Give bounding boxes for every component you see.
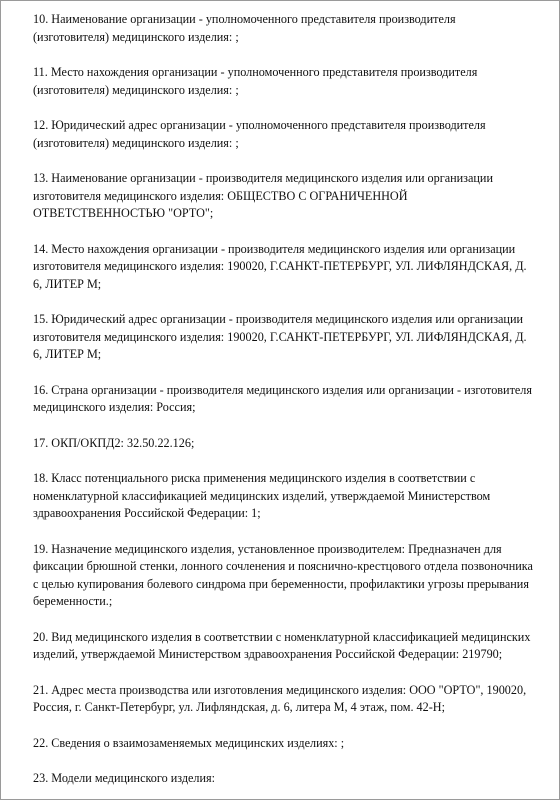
field-14-manufacturer-location: 14. Место нахождения организации - производителя медицинского изделия или организации изготовителя медицинского изделия: 190020, Г.САНКТ-ПЕТЕРБУРГ, УЛ. ЛИФЛЯНДСКАЯ, Д. 6, ЛИТЕР М; — [33, 241, 527, 291]
field-21-production-address: 21. Адрес места производства или изготовления медицинского изделия: ООО "ОРТО", 190020, Россия, г. Санкт-Петербург, ул. Лифляндская, д. 6, литера М, 4 этаж, пом. 42-Н; — [33, 682, 527, 714]
field-22-interchangeable-devices: 22. Сведения о взаимозаменяемых медицинских изделиях: ; — [33, 735, 345, 750]
field-10-representative-name: 10. Наименование организации - уполномоченного представителя производителя (изготовителя) медицинского изделия: ; — [33, 12, 456, 44]
field-16-manufacturer-country: 16. Страна организации - производителя медицинского изделия или организации - изготовителя медицинского изделия: Россия; — [33, 382, 532, 414]
field-17-okp-code: 17. ОКП/ОКПД2: 32.50.22.126; — [33, 435, 195, 450]
field-23-device-models: 23. Модели медицинского изделия: — [33, 771, 216, 785]
field-20-device-type: 20. Вид медицинского изделия в соответствии с номенклатурной классификацией медицинских изделий, утверждаемой Министерством здравоохранения Российской Федерации: 219790; — [33, 629, 531, 661]
document-content — [33, 11, 533, 800]
field-18-risk-class: 18. Класс потенциального риска применения медицинского изделия в соответствии с номенклатурной классификацией медицинских изделий, утверждаемой Министерством здравоохранения Российской Федерации: 1; — [33, 471, 491, 520]
field-15-manufacturer-legal-address: 15. Юридический адрес организации - производителя медицинского изделия или организации изготовителя медицинского изделия: 190020, Г.САНКТ-ПЕТЕРБУРГ, УЛ. ЛИФЛЯНДСКАЯ, Д. 6, ЛИТЕР М; — [33, 312, 527, 361]
field-19-device-purpose: 19. Назначение медицинского изделия, установленное производителем: Предназначен для фиксации брюшной стенки, лонного сочленения и пояснично-крестцового отдела позвоночника с целью купирования болевого синдрома при беременности, профилактики угрозы прерывания беременности.; — [33, 541, 533, 608]
field-13-manufacturer-name: 13. Наименование организации - производителя медицинского изделия или организации изготовителя медицинского изделия: ОБЩЕСТВО С ОГРАНИЧЕННОЙ ОТВЕТСТВЕННОСТЬЮ "ОРТО"; — [33, 171, 493, 220]
field-11-representative-location: 11. Место нахождения организации - уполномоченного представителя производителя (изготовителя) медицинского изделия: ; — [33, 65, 478, 97]
field-12-representative-legal-address: 12. Юридический адрес организации - уполномоченного представителя производителя (изготовителя) медицинского изделия: ; — [33, 118, 486, 150]
